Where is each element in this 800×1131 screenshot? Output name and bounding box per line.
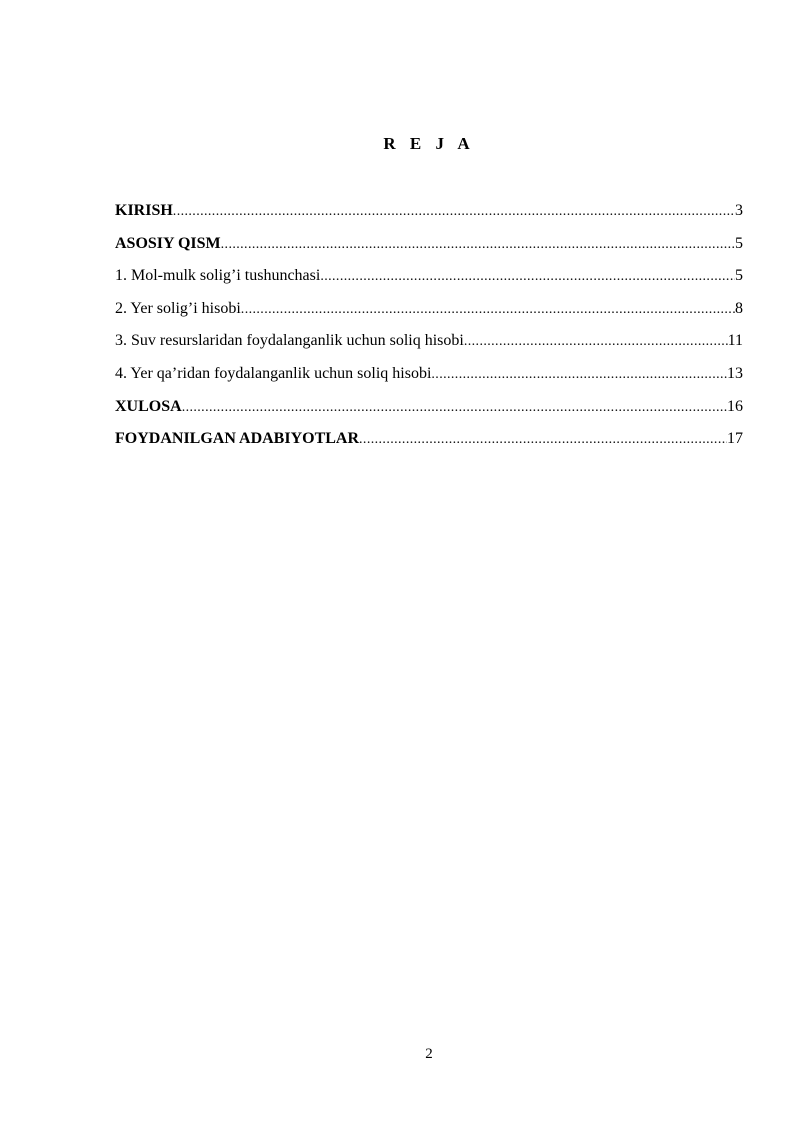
dot-leader: [182, 396, 727, 420]
dot-leader: [221, 233, 735, 257]
toc-entry-asosiy-qism: [115, 232, 743, 265]
dot-leader: [173, 200, 735, 224]
dot-leader: [464, 330, 728, 354]
toc-entry-page: 8: [735, 299, 743, 317]
page-number: 2: [425, 1046, 433, 1062]
dot-leader: [320, 265, 735, 289]
toc-entry-label: 2. Yer solig’i hisobi: [115, 299, 241, 317]
toc-entry-label: 4. Yer qa’ridan foydalanganlik uchun soliq hisobi: [115, 364, 432, 382]
toc-entry-label: XULOSA: [115, 397, 182, 415]
dot-leader: [241, 298, 735, 322]
toc-entry-section-1: [115, 264, 743, 297]
dot-leader: [431, 363, 727, 387]
toc-entry-page: 5: [735, 267, 743, 285]
toc-entry-label: FOYDANILGAN ADABIYOTLAR: [115, 430, 360, 448]
toc-entry-page: 5: [735, 234, 743, 252]
toc-entry-adabiyotlar: [115, 427, 743, 460]
dot-leader: [359, 428, 727, 452]
toc-entry-kirish: [115, 199, 743, 232]
toc-entry-page: 16: [727, 397, 743, 415]
toc-entry-section-3: [115, 329, 743, 362]
table-of-contents: [115, 199, 743, 460]
toc-entry-section-2: [115, 297, 743, 330]
toc-entry-page: 13: [727, 364, 743, 382]
toc-entry-label: 1. Mol-mulk solig’i tushunchasi: [115, 267, 321, 285]
toc-entry-label: 3. Suv resurslaridan foydalanganlik uchun soliq hisobi: [115, 332, 464, 350]
toc-entry-label: KIRISH: [115, 202, 173, 219]
toc-entry-label: ASOSIY QISM: [115, 234, 221, 252]
toc-entry-page: 11: [727, 332, 743, 350]
page-title: R E J A: [383, 134, 475, 153]
toc-entry-page: 17: [727, 430, 743, 448]
toc-entry-section-4: [115, 362, 743, 395]
toc-entry-xulosa: [115, 395, 743, 428]
toc-entry-page: 3: [735, 202, 743, 219]
